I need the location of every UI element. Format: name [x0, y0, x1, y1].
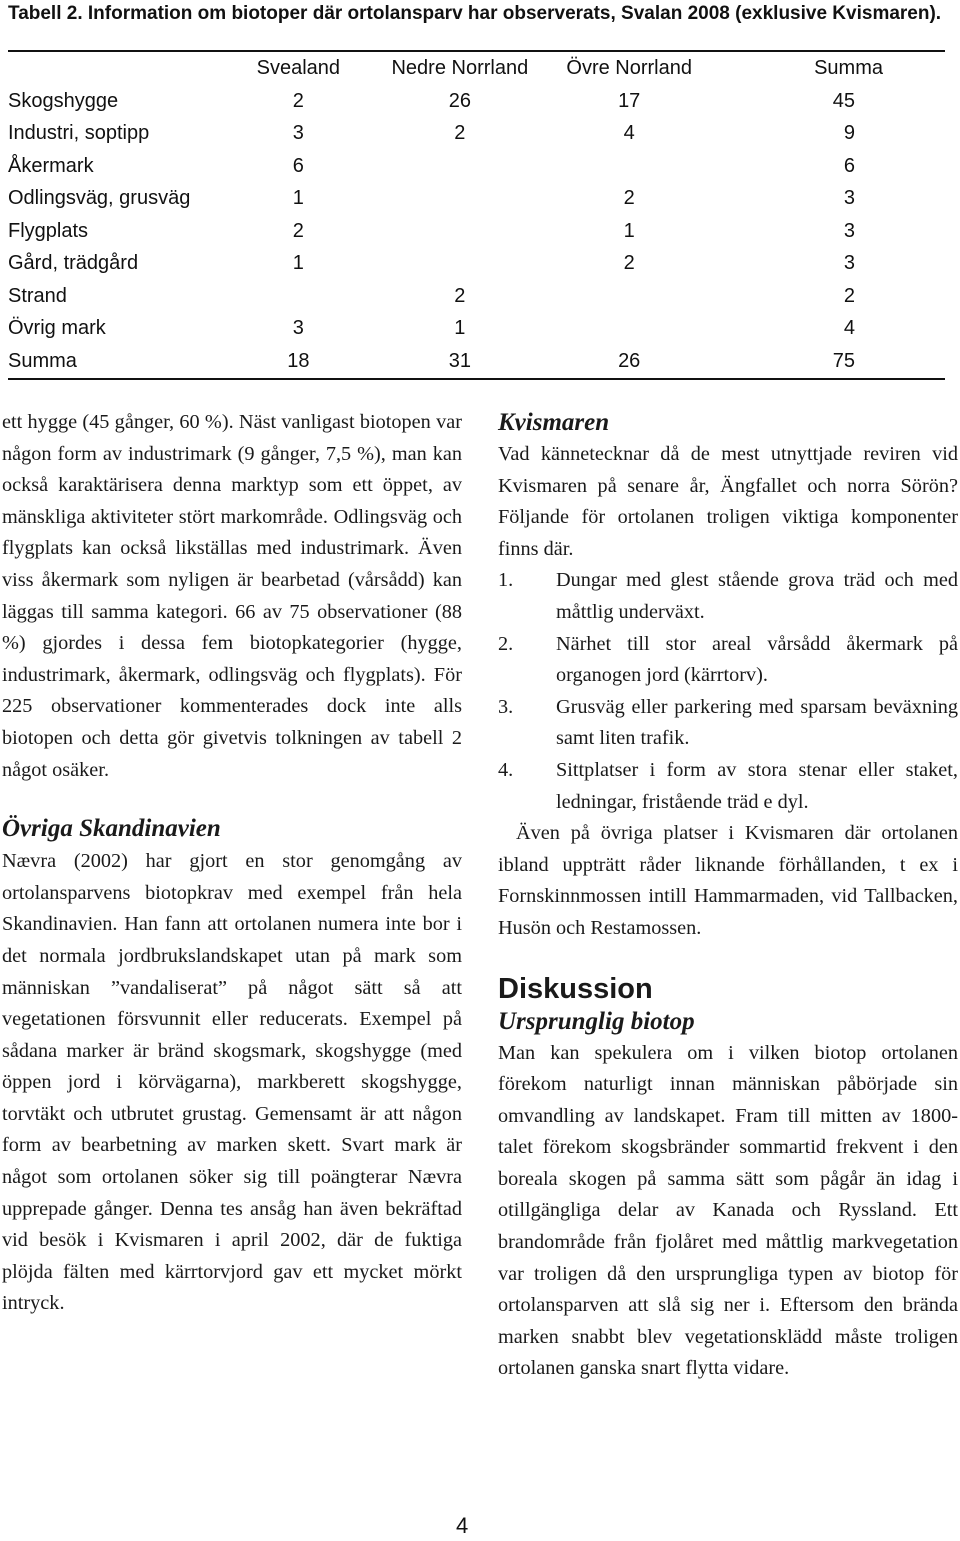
table-row-label: Övrig mark [8, 317, 106, 340]
table-cell [533, 280, 725, 313]
body-paragraph: Vad kännetecknar då de mest utnyttjade reviren vid Kvismaren på senare år, Ängfallet och norra Sörön? Följande för ortolanen troligen viktiga komponenter finns där. [498, 443, 958, 560]
table-cell: 1 [292, 252, 304, 275]
table-row-label: Industri, soptipp [8, 122, 150, 145]
list-item-number: 4. [498, 758, 514, 781]
table-cell [533, 150, 725, 183]
table-header-cell: Svealand [256, 57, 341, 79]
table-row-label: Strand [8, 284, 67, 307]
table-total-row [8, 345, 945, 379]
section-heading-ursprunglig-biotop: Ursprunglig biotop [498, 1007, 695, 1035]
table-cell: 3 [843, 219, 855, 242]
section-heading-ovriga-skandinavien: Övriga Skandinavien [2, 815, 221, 843]
table-row [8, 280, 945, 313]
list-item [498, 692, 958, 755]
table-cell: 3 [843, 252, 855, 275]
table-cell: 2 [843, 284, 855, 307]
list-item-number: 1. [498, 569, 514, 592]
table-cell [387, 183, 533, 216]
table-row-label: Gård, trädgård [8, 252, 139, 275]
table-row [8, 183, 945, 216]
table-cell [533, 313, 725, 346]
table-cell: 3 [292, 317, 304, 340]
table-cell: 1 [292, 187, 304, 210]
table-cell: 6 [843, 154, 855, 177]
numbered-list [498, 565, 958, 818]
table-cell: 2 [454, 284, 466, 307]
list-item-number: 2. [498, 632, 514, 655]
table-row [8, 150, 945, 183]
table-header-cell: Summa [814, 57, 883, 79]
table-cell: 6 [292, 154, 304, 177]
table-cell: 3 [843, 187, 855, 210]
list-item-text: Närhet till stor areal vårsådd åkermark på organogen jord (kärrtorv). [556, 632, 958, 687]
body-paragraph: Man kan spekulera om i vilken biotop ortolanen förekom naturligt innan människan påbörjade sin omvandling av landskapet. Fram till mitten av 1800-talet förekom skogsbränder sommartid frekvent i den boreala skogen på samma sätt som pågår än idag i otillgängliga delar av Kanada och Ryssland. Ett brandområde från fjolåret med måttlig markvegetation var troligen då den ursprungliga typen av biotop för ortolansparven att slå sig ner i. Eftersom den brända marken snabbt blev vegetationsklädd måste troligen ortolanen ganska snart flytta vidare. [498, 1041, 958, 1380]
table-row-label: Skogshygge [8, 89, 119, 112]
table-cell: 9 [843, 122, 855, 145]
table-header-row [8, 51, 945, 85]
table-cell: 75 [832, 349, 855, 372]
table-row-label: Odlingsväg, grusväg [8, 187, 191, 210]
table-row [8, 248, 945, 281]
table-cell: 2 [623, 187, 635, 210]
biotope-table-container [8, 50, 945, 380]
table-cell [387, 150, 533, 183]
table-header-cell [8, 51, 210, 85]
list-item-text: Grusväg eller parkering med sparsam beväxning samt liten trafik. [556, 695, 958, 750]
list-item [498, 565, 958, 628]
table-cell: 17 [618, 89, 641, 112]
table-cell: 45 [832, 89, 855, 112]
table-cell [387, 248, 533, 281]
list-item [498, 755, 958, 818]
table-cell: 4 [843, 317, 855, 340]
table-cell: 1 [623, 219, 635, 242]
left-text-column [2, 407, 462, 1320]
table-row [8, 215, 945, 248]
section-heading-diskussion: Diskussion [498, 972, 653, 1005]
table-row-label: Summa [8, 349, 77, 372]
table-cell: 2 [454, 122, 466, 145]
table-cell [210, 280, 387, 313]
table-cell: 4 [623, 122, 635, 145]
table-cell: 1 [454, 317, 466, 340]
table-row [8, 85, 945, 118]
table-header-cell: Övre Norrland [566, 57, 692, 79]
table-cell: 18 [287, 349, 310, 372]
biotope-table [8, 50, 945, 380]
body-paragraph: ett hygge (45 gånger, 60 %). Näst vanligast biotopen var någon form av industrimark (9 gånger, 7,5 %), man kan också karaktärisera denna marktyp som ett öppet, av mänskliga aktiviteter stört markområde. Odlingsväg och flygplats kan också likställas med industrimark. Även viss åkermark som nyligen är bearbetad (vårsådd) kan läggas till samma kategori. 66 av 75 observationer (88 %) gjordes i dessa fem biotopkategorier (hygge, industrimark, åkermark, odlingsväg och flygplats). För 225 observationer kommenterades dock inte alls biotopen och detta gör givetvis tolkningen av tabell 2 något osäker. [2, 411, 462, 781]
table-row [8, 313, 945, 346]
list-item-number: 3. [498, 695, 514, 718]
table-row-label: Flygplats [8, 219, 89, 242]
table-cell: 2 [292, 89, 304, 112]
list-item [498, 629, 958, 692]
page-number: 4 [456, 1513, 469, 1538]
table-cell: 3 [292, 122, 304, 145]
table-cell: 2 [292, 219, 304, 242]
table-cell: 2 [623, 252, 635, 275]
table-row-label: Åkermark [8, 154, 94, 177]
list-item-text: Dungar med glest stående grova träd och med måttlig underväxt. [556, 569, 958, 623]
table-caption: Tabell 2. Information om biotoper där ortolansparv har observerats, Svalan 2008 (exklusive Kvismaren). [8, 3, 942, 24]
right-text-column [498, 407, 958, 1385]
table-cell: 31 [448, 349, 471, 372]
body-paragraph: Nævra (2002) har gjort en stor genomgång av ortolansparvens biotopkrav med exempel från hela Skandinavien. Han fann att ortolanen numera inte bor i det normala jordbrukslandskapet utan på mark som människan ”vandaliserat” på något sätt så att vegetationen försvunnit eller reducerats. Exempel på sådana marker är bränd skogsmark, skogshygge (med öppen jord i körvägarna), markberett skogshygge, torvtäkt och utbrutet grustag. Gemensamt är att någon form av bearbetning av marken skett. Svart mark är något som ortolanen söker sig till poängterar Nævra upprepade gånger. Denna tes ansåg han även bekräftad vid besök i Kvismaren i april 2002, där de fuktiga plöjda fälten med kärrtorvjord gav ett mycket mörkt intryck. [2, 850, 462, 1315]
table-cell [387, 215, 533, 248]
list-item-text: Sittplatser i form av stora stenar eller staket, ledningar, fristående träd e dyl. [556, 758, 958, 813]
table-cell: 26 [618, 349, 641, 372]
body-paragraph: Även på övriga platser i Kvismaren där ortolanen ibland uppträtt råder liknande förhållanden, t ex i Fornskinnmossen intill Hammarmaden, vid Tallbacken, Husön och Restamossen. [498, 822, 958, 939]
table-cell: 26 [448, 89, 471, 112]
section-heading-kvismaren: Kvismaren [498, 409, 610, 436]
table-header-cell: Nedre Norrland [391, 57, 529, 79]
table-row [8, 118, 945, 151]
